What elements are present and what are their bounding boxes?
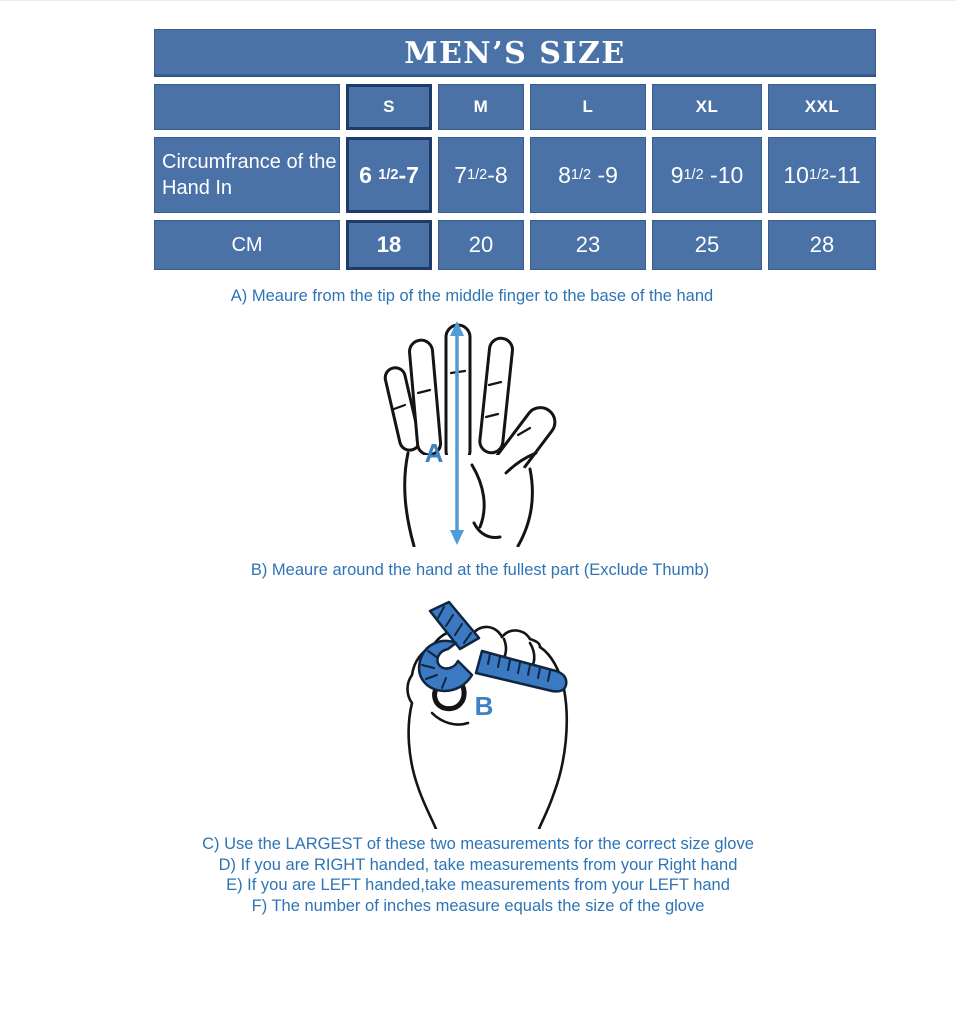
inch-value-m: 7 1/2 -8 (438, 137, 524, 213)
row-label-cm: CM (154, 220, 340, 270)
cm-value-s: 18 (346, 220, 432, 270)
inch-value-xxl: 10 1/2 -11 (768, 137, 876, 213)
inch-value-l: 8 1/2 -9 (530, 137, 646, 213)
note-d: D) If you are RIGHT handed, take measurements from your Right hand (218, 855, 738, 874)
inch-value-xl: 9 1/2 -10 (652, 137, 762, 213)
measuring-tape (419, 602, 566, 691)
cm-value-xl: 25 (652, 220, 762, 270)
col-header-s: S (346, 84, 432, 130)
open-hand-illustration (358, 313, 602, 547)
col-header-l: L (530, 84, 646, 130)
col-header-xl: XL (652, 84, 762, 130)
col-header-m: M (438, 84, 524, 130)
caption-measure-b: B) Meaure around the hand at the fullest part (Exclude Thumb) (250, 561, 710, 579)
table-title: MEN’S SIZE (154, 29, 876, 77)
mens-size-table (154, 29, 876, 270)
note-c: C) Use the LARGEST of these two measurements for the correct size glove (202, 835, 754, 853)
row-label-circumference: Circumfrance of the Hand In (154, 137, 340, 213)
fist-tape-illustration (392, 591, 592, 829)
note-e: E) If you are LEFT handed,take measurements from your LEFT hand (226, 876, 730, 894)
caption-measure-a: A) Meaure from the tip of the middle finger to the base of the hand (230, 287, 714, 305)
note-f: F) The number of inches measure equals the size of the glove (251, 896, 705, 915)
corner-cell (154, 84, 340, 130)
cm-value-m: 20 (438, 220, 524, 270)
instruction-notes (0, 834, 956, 916)
cm-value-xxl: 28 (768, 220, 876, 270)
diagram-label-b: B (474, 691, 494, 721)
diagram-label-a: A (424, 438, 444, 468)
cm-value-l: 23 (530, 220, 646, 270)
col-header-xxl: XXL (768, 84, 876, 130)
inch-value-s: 6 1/2 -7 (346, 137, 432, 213)
